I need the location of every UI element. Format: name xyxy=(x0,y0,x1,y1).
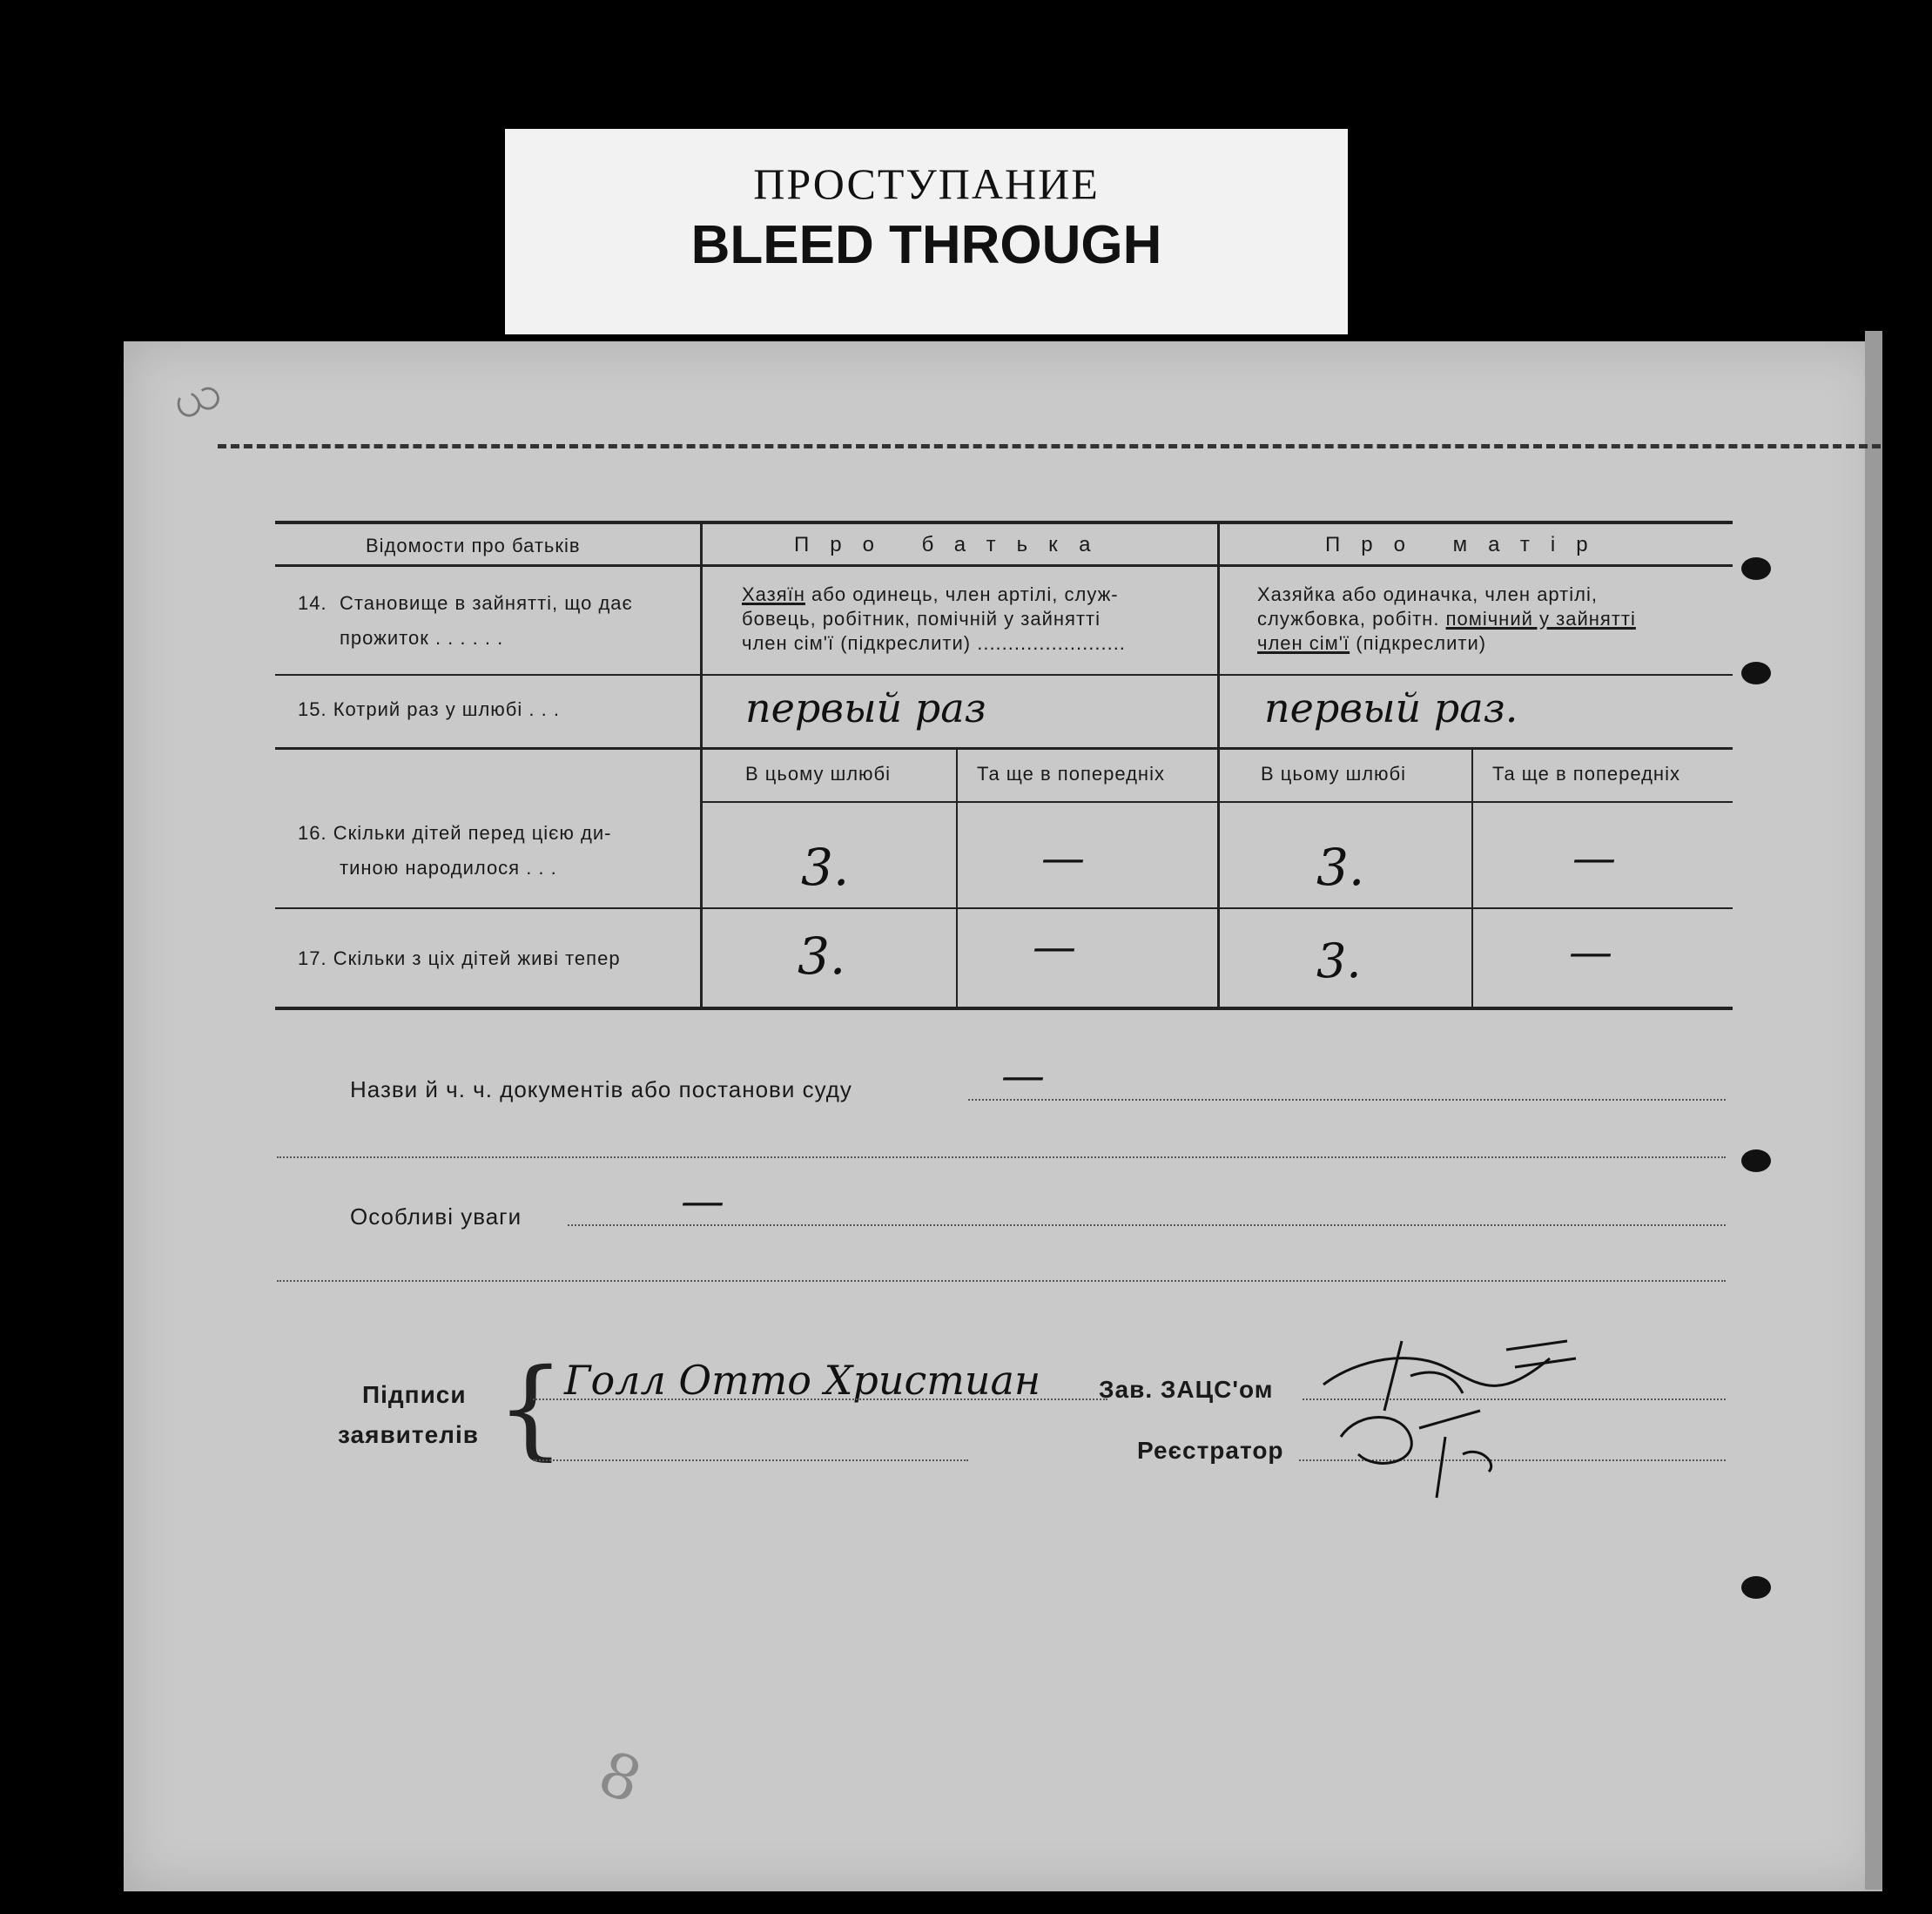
signature-brace-icon: { xyxy=(496,1346,565,1472)
row14-label-1: Становище в зайнятті, що дає xyxy=(340,592,633,614)
row16-father-this: 3. xyxy=(801,838,850,897)
father-occupation-underlined: Хазяїн xyxy=(742,583,805,605)
row14-father-line-2: бовець, робітник, помічній у зайнятті xyxy=(742,608,1101,630)
row15-father-value: первый раз xyxy=(745,684,986,731)
row14-mother-options: службовка, робітн. xyxy=(1257,608,1446,630)
notes-label: Особливі уваги xyxy=(350,1203,522,1230)
subheader-previous-mother: Та ще в попередніх xyxy=(1492,763,1680,785)
head-zags-label: Зав. ЗАЦС'ом xyxy=(1099,1376,1274,1403)
header-father: Про батька xyxy=(794,533,1112,556)
signatures-label-1: Підписи xyxy=(362,1381,467,1408)
notes-dotted-line xyxy=(568,1224,1726,1226)
punch-hole xyxy=(1741,662,1771,684)
row16-father-previous: — xyxy=(1041,832,1085,883)
signature-dotted-line-1 xyxy=(533,1398,1107,1400)
row16-label-1: 16. Скільки дітей перед цією ди- xyxy=(298,822,612,844)
row14-father-line-3: член сім'ї (підкреслити) ........................ xyxy=(742,632,1126,654)
subheader-previous-father: Та ще в попередніх xyxy=(977,763,1165,785)
subheader-this-marriage-mother: В цьому шлюбі xyxy=(1261,763,1407,785)
row17-mother-this: 3. xyxy=(1316,933,1362,988)
official-signatures xyxy=(1306,1324,1593,1506)
documents-dotted-line-2 xyxy=(277,1156,1726,1158)
documents-dotted-line xyxy=(968,1099,1726,1101)
punch-hole xyxy=(1741,1576,1771,1599)
registrar-label: Реєстратор xyxy=(1137,1437,1284,1464)
perforation-line xyxy=(218,444,1881,448)
row17-father-previous: — xyxy=(1033,921,1076,972)
mother-occupation-underlined-2: член сім'ї xyxy=(1257,632,1350,654)
label-russian: ПРОСТУПАНИЕ xyxy=(753,159,1100,208)
row17-mother-previous: — xyxy=(1569,927,1612,977)
punch-hole xyxy=(1741,1149,1771,1172)
documents-label: Назви й ч. ч. документів або постанови суду xyxy=(350,1076,852,1102)
bleed-through-label xyxy=(505,129,1348,334)
applicant-signature: Голл Отто Христиан xyxy=(564,1357,1041,1404)
bottom-faint-mark: 8 xyxy=(589,1736,651,1818)
signature-dotted-line-2 xyxy=(533,1459,968,1461)
documents-value: — xyxy=(1001,1050,1045,1101)
label-english: BLEED THROUGH xyxy=(690,215,1162,275)
subheader-this-marriage-father: В цьому шлюбі xyxy=(745,763,892,785)
mother-occupation-underlined-1: помічний у зайнятті xyxy=(1445,608,1636,630)
corner-mark: ယ xyxy=(164,361,228,432)
row14-mother-line-3 xyxy=(1257,632,1486,655)
row15-mother-value: первый раз. xyxy=(1264,684,1518,731)
parents-info-table xyxy=(275,521,1733,1008)
header-mother: Про матір xyxy=(1325,533,1609,556)
punch-hole xyxy=(1741,557,1771,580)
row14-father-options: або одинець, член артілі, служ- xyxy=(804,583,1119,605)
row17-label: 17. Скільки з ціх дітей живі тепер xyxy=(298,947,621,969)
row14-label-2: прожиток . . . . . . xyxy=(340,627,504,649)
row14-number: 14. xyxy=(298,592,327,614)
row14-mother-line-2 xyxy=(1257,608,1636,630)
row16-mother-this: 3. xyxy=(1316,838,1365,897)
sheet-edge xyxy=(1865,331,1882,1890)
signatures-label-2: заявителів xyxy=(338,1421,479,1448)
notes-dotted-line-2 xyxy=(277,1280,1726,1282)
row14-father-line-1 xyxy=(742,583,1119,606)
row17-father-this: 3. xyxy=(798,927,846,986)
row15-label: 15. Котрий раз у шлюбі . . . xyxy=(298,698,560,720)
row16-mother-previous: — xyxy=(1572,832,1616,883)
row14-mother-line-1: Хазяйка або одиначка, член артілі, xyxy=(1257,583,1598,605)
row14-mother-note: (підкреслити) xyxy=(1350,632,1487,654)
notes-value: — xyxy=(681,1176,724,1226)
header-parents-info: Відомости про батьків xyxy=(366,535,581,556)
row16-label-2: тиною народилося . . . xyxy=(340,857,557,879)
